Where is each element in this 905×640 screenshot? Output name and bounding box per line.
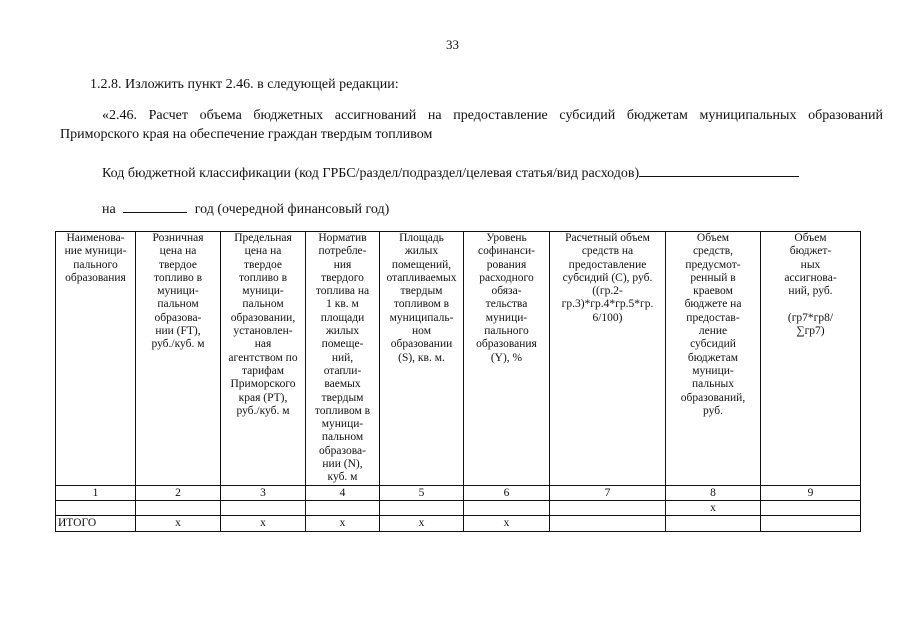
header-heated-area [380, 232, 464, 486]
header-line: предостав- [686, 311, 740, 324]
table-cell [136, 500, 221, 515]
table-cell: x [306, 515, 380, 531]
header-line: ном [412, 325, 431, 338]
header-line: образова- [319, 444, 366, 457]
header-line: топливом в [314, 404, 371, 417]
total-label: ИТОГО [56, 515, 136, 531]
budget-code-label: Код бюджетной классификации (код ГРБС/раздел/подраздел/целевая статья/вид расходов) [102, 166, 640, 181]
table-cell: x [221, 515, 306, 531]
header-line: образова- [154, 311, 202, 324]
header-line: Предельная [234, 232, 292, 244]
header-cofinancing-level [464, 232, 550, 486]
header-line: ((гр.2- [592, 285, 623, 298]
header-line: ваемых [324, 378, 361, 391]
header-line: ная [254, 338, 272, 351]
header-line: руб./куб. м [151, 338, 205, 351]
table-cell [666, 515, 761, 531]
header-line: ных [800, 258, 821, 271]
header-line: Наименова- [66, 232, 125, 244]
header-line: отапли- [323, 364, 362, 377]
header-line: помещений, [391, 258, 452, 271]
header-line: ний, [331, 351, 354, 364]
header-line: пальном [321, 431, 364, 444]
header-line: 6/100) [592, 311, 623, 324]
header-line: образования [65, 271, 126, 284]
table-cell: x [380, 515, 464, 531]
table-cell [56, 500, 136, 515]
header-line: ния [333, 258, 352, 271]
header-line: гр.3)*гр.4*гр.5*гр. [561, 298, 654, 311]
header-line: площади [320, 311, 365, 324]
budget-code-blank [639, 164, 799, 177]
header-line: жилых [325, 325, 360, 338]
header-line: средств на [581, 245, 634, 258]
header-line: твердое [244, 258, 282, 271]
header-line: твердым [321, 391, 364, 404]
header-line: (гр7*гр8/ [787, 311, 834, 324]
header-line: куб. м [327, 471, 358, 484]
header-line: жилых [404, 245, 439, 258]
header-line: расходного [479, 271, 534, 284]
section-paragraph: «2.46. Расчет объема бюджетных ассигнований на предоставление субсидий бюджетам муниципальных образований Приморского края на обеспечение граждан твердым топливом [60, 108, 883, 142]
column-number: 1 [56, 485, 136, 500]
header-line: пального [484, 325, 529, 338]
header-line: цена на [159, 245, 197, 258]
header-line: цена на [244, 245, 282, 258]
header-line: Объем [696, 232, 730, 244]
header-line: бюджетам [687, 351, 739, 364]
header-line: средств, [692, 245, 734, 258]
page-number: 33 [446, 37, 459, 52]
header-line: агентством по [228, 351, 298, 364]
header-line: топливо в [238, 271, 288, 284]
header-line: образования [476, 338, 537, 351]
header-line: топлива на [315, 285, 370, 298]
column-number: 7 [550, 485, 666, 500]
header-line: рования [486, 258, 527, 271]
header-line: ний, руб. [788, 285, 833, 298]
header-max-price [221, 232, 306, 486]
header-line: пальном [242, 298, 284, 311]
header-line: пального [73, 258, 118, 271]
year-prefix: на [102, 202, 116, 217]
header-line: образовании [390, 338, 453, 351]
header-line: обяза- [491, 285, 522, 298]
header-budget-allocations [761, 232, 861, 486]
header-line: образовании, [230, 311, 296, 324]
header-line: субсидий [690, 338, 736, 351]
column-number-row [56, 485, 861, 500]
header-retail-price [136, 232, 221, 486]
header-line: ление [698, 325, 728, 338]
table-cell [221, 500, 306, 515]
header-line: бюджет- [789, 245, 832, 258]
header-line: отапливаемых [386, 271, 457, 284]
fiscal-year-line [102, 200, 389, 218]
header-line: муници- [242, 285, 284, 298]
header-line: 1 кв. м [326, 298, 359, 311]
header-line: тарифам [241, 364, 284, 377]
header-line: предоставление [568, 258, 647, 271]
table-cell: x [464, 515, 550, 531]
header-line: муници- [485, 311, 528, 324]
header-line: руб. [703, 404, 723, 417]
header-line: краевом [693, 285, 733, 298]
header-line: нии (N), [322, 458, 363, 471]
header-line: тельства [485, 298, 528, 311]
column-number: 8 [666, 485, 761, 500]
header-line: установлен- [233, 325, 293, 338]
header-line: Розничная [152, 232, 204, 244]
header-line: Норматив [318, 232, 367, 244]
year-suffix: год (очередной финансовый год) [194, 202, 390, 217]
header-line: края (РТ), [238, 391, 288, 404]
header-line: (S), кв. м. [398, 351, 445, 364]
table-cell [761, 500, 861, 515]
table-cell: x [666, 500, 761, 515]
header-line: муниципаль- [389, 311, 454, 324]
header-municipality [56, 232, 136, 486]
header-line: топливом в [393, 298, 450, 311]
header-line: Расчетный объем [565, 232, 650, 244]
header-calculated-subsidy [550, 232, 666, 486]
header-regional-budget-amount [666, 232, 761, 486]
column-number: 3 [221, 485, 306, 500]
header-line: ∑гр7) [796, 325, 825, 338]
header-consumption-norm [306, 232, 380, 486]
header-line: муници- [157, 285, 199, 298]
header-line: пальных [692, 378, 734, 391]
header-line: пальном [157, 298, 199, 311]
header-line: (Y), % [490, 351, 523, 364]
table-header-row [56, 232, 861, 486]
header-line: муници- [321, 418, 364, 431]
header-line: нии (FT), [155, 325, 201, 338]
table-cell [761, 515, 861, 531]
table-cell [464, 500, 550, 515]
table-cell [306, 500, 380, 515]
column-number: 5 [380, 485, 464, 500]
header-line: муници- [692, 364, 734, 377]
budget-code-line [102, 164, 799, 182]
header-line: ассигнова- [784, 271, 837, 284]
header-line: твердым [400, 285, 443, 298]
year-blank [123, 200, 187, 213]
table-cell: x [136, 515, 221, 531]
clause-intro: 1.2.8. Изложить пункт 2.46. в следующей редакции: [90, 77, 399, 92]
header-line: руб./куб. м [236, 404, 290, 417]
table-row [56, 500, 861, 515]
header-line: софинанси- [478, 245, 535, 258]
header-line: Площадь [399, 232, 444, 244]
header-line: ние муници- [64, 245, 127, 258]
column-number: 6 [464, 485, 550, 500]
table-cell [380, 500, 464, 515]
column-number: 9 [761, 485, 861, 500]
header-line: Объем [794, 232, 827, 244]
header-line: Приморского [230, 378, 296, 391]
table-cell [550, 515, 666, 531]
header-line: Уровень [486, 232, 527, 244]
header-line: твердое [159, 258, 197, 271]
table-cell [550, 500, 666, 515]
header-line: потребле- [318, 245, 367, 258]
header-line [763, 298, 858, 311]
total-row [56, 515, 861, 531]
column-number: 2 [136, 485, 221, 500]
subsidy-calculation-table [55, 231, 861, 532]
header-line: бюджете на [684, 298, 742, 311]
header-line: ренный в [690, 271, 736, 284]
header-line: образований, [680, 391, 746, 404]
header-line: субсидий (С), руб. [562, 271, 653, 284]
header-line: помеще- [321, 338, 364, 351]
header-line: топливо в [153, 271, 203, 284]
header-line: твердого [321, 271, 364, 284]
column-number: 4 [306, 485, 380, 500]
header-line: предусмот- [685, 258, 741, 271]
